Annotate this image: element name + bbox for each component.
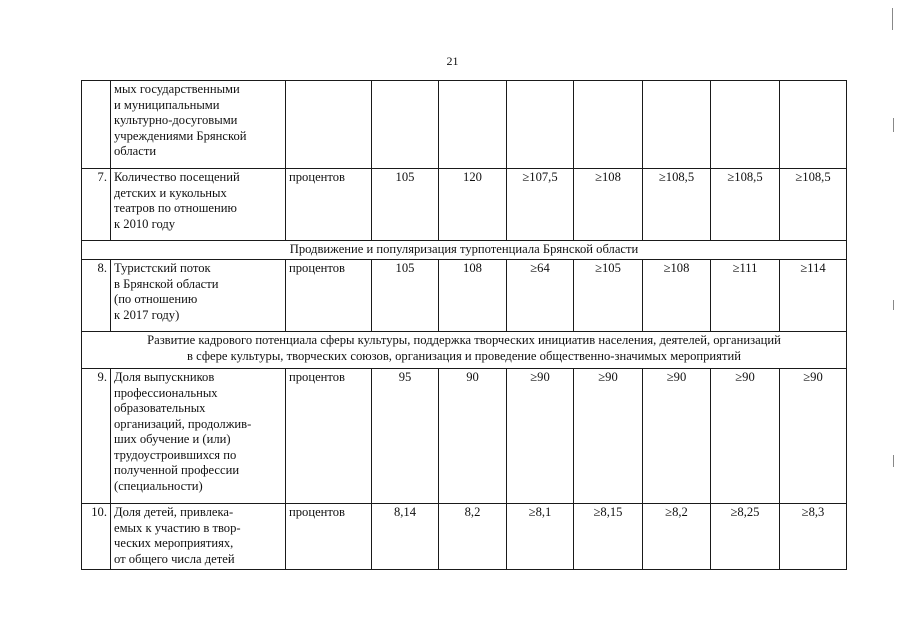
indicator-name-line: полученной профессии bbox=[114, 463, 240, 477]
section-header-row bbox=[82, 241, 847, 260]
value-cell: ≥90 bbox=[574, 369, 643, 504]
indicator-name-line: в Брянской области bbox=[114, 276, 219, 291]
indicator-row bbox=[82, 81, 847, 169]
section-title-line: в сфере культуры, творческих союзов, организация и проведение общественно-значимых мероприятий bbox=[187, 348, 741, 363]
indicator-name-line: к 2017 году) bbox=[114, 307, 180, 322]
unit-cell: процентов bbox=[286, 260, 372, 332]
value-cell: 8,14 bbox=[372, 504, 439, 570]
row-number: 10. bbox=[82, 504, 111, 570]
value-cell: ≥8,25 bbox=[711, 504, 780, 570]
indicator-name bbox=[111, 260, 286, 332]
scan-edge-mark bbox=[892, 8, 893, 30]
value-cell: 120 bbox=[439, 169, 507, 241]
row-number: 9. bbox=[82, 369, 111, 504]
value-cell: ≥8,3 bbox=[780, 504, 847, 570]
value-cell: 95 bbox=[372, 369, 439, 504]
indicator-name-line: культурно-досуговыми bbox=[114, 113, 238, 127]
indicator-name-line: Доля детей, привлека- bbox=[114, 505, 234, 519]
scan-edge-mark bbox=[893, 300, 894, 310]
indicator-name-line: образовательных bbox=[114, 401, 206, 415]
value-cell bbox=[372, 81, 439, 169]
indicator-name bbox=[111, 81, 286, 169]
indicator-name-line: ших обучение и (или) bbox=[114, 432, 231, 446]
indicator-name-line: (специальности) bbox=[114, 478, 203, 493]
value-cell: ≥90 bbox=[643, 369, 711, 504]
value-cell: 105 bbox=[372, 260, 439, 332]
section-title bbox=[82, 332, 847, 369]
value-cell: ≥108 bbox=[643, 260, 711, 332]
value-cell: ≥108,5 bbox=[780, 169, 847, 241]
value-cell: ≥108,5 bbox=[711, 169, 780, 241]
row-number bbox=[82, 81, 111, 169]
value-cell: 105 bbox=[372, 169, 439, 241]
value-cell: 8,2 bbox=[439, 504, 507, 570]
section-title-line: Развитие кадрового потенциала сферы культуры, поддержка творческих инициатив населения, деятелей, организаций bbox=[147, 333, 781, 347]
scan-edge-mark bbox=[893, 118, 894, 132]
indicator-name-line: к 2010 году bbox=[114, 216, 176, 231]
value-cell: ≥114 bbox=[780, 260, 847, 332]
indicator-name-line: (по отношению bbox=[114, 292, 198, 306]
value-cell bbox=[574, 81, 643, 169]
indicator-name-line: профессиональных bbox=[114, 385, 218, 400]
indicator-name bbox=[111, 169, 286, 241]
unit-cell: процентов bbox=[286, 504, 372, 570]
value-cell bbox=[507, 81, 574, 169]
indicator-name-line: ческих мероприятиях, bbox=[114, 536, 234, 550]
indicator-row bbox=[82, 369, 847, 504]
value-cell: ≥64 bbox=[507, 260, 574, 332]
value-cell: ≥107,5 bbox=[507, 169, 574, 241]
unit-cell bbox=[286, 81, 372, 169]
indicator-name-line: мых государственными bbox=[114, 82, 240, 96]
value-cell: ≥8,15 bbox=[574, 504, 643, 570]
scan-edge-mark bbox=[893, 455, 894, 467]
indicator-name-line: Туристский поток bbox=[114, 261, 211, 275]
value-cell: ≥8,1 bbox=[507, 504, 574, 570]
value-cell bbox=[643, 81, 711, 169]
unit-cell: процентов bbox=[286, 369, 372, 504]
value-cell: ≥90 bbox=[780, 369, 847, 504]
page-number: 21 bbox=[446, 54, 459, 68]
indicator-row bbox=[82, 169, 847, 241]
indicator-name-line: учреждениями Брянской bbox=[114, 128, 247, 143]
value-cell: ≥105 bbox=[574, 260, 643, 332]
unit-cell: процентов bbox=[286, 169, 372, 241]
section-title bbox=[82, 241, 847, 260]
indicator-row bbox=[82, 260, 847, 332]
indicator-name-line: театров по отношению bbox=[114, 201, 237, 215]
value-cell: ≥108 bbox=[574, 169, 643, 241]
indicator-name bbox=[111, 504, 286, 570]
row-number: 7. bbox=[82, 169, 111, 241]
value-cell bbox=[711, 81, 780, 169]
value-cell: ≥8,2 bbox=[643, 504, 711, 570]
value-cell bbox=[780, 81, 847, 169]
value-cell: 108 bbox=[439, 260, 507, 332]
row-number: 8. bbox=[82, 260, 111, 332]
value-cell: ≥111 bbox=[711, 260, 780, 332]
indicator-name-line: организаций, продолжив- bbox=[114, 416, 252, 431]
indicator-name-line: от общего числа детей bbox=[114, 551, 235, 566]
indicator-name bbox=[111, 369, 286, 504]
value-cell bbox=[439, 81, 507, 169]
indicator-name-line: и муниципальными bbox=[114, 97, 220, 112]
value-cell: 90 bbox=[439, 369, 507, 504]
indicators-table bbox=[81, 80, 847, 570]
section-header-row bbox=[82, 332, 847, 369]
value-cell: ≥90 bbox=[711, 369, 780, 504]
indicator-name-line: трудоустроившихся по bbox=[114, 447, 237, 462]
indicator-name-line: детских и кукольных bbox=[114, 185, 227, 200]
value-cell: ≥90 bbox=[507, 369, 574, 504]
indicator-name-line: емых к участию в твор- bbox=[114, 520, 241, 535]
indicators-table-body bbox=[82, 81, 847, 570]
indicator-row bbox=[82, 504, 847, 570]
indicator-name-line: Количество посещений bbox=[114, 170, 240, 184]
indicator-name-line: области bbox=[114, 144, 157, 158]
section-title-line: Продвижение и популяризация турпотенциала Брянской области bbox=[289, 242, 639, 256]
indicator-name-line: Доля выпускников bbox=[114, 370, 215, 384]
value-cell: ≥108,5 bbox=[643, 169, 711, 241]
